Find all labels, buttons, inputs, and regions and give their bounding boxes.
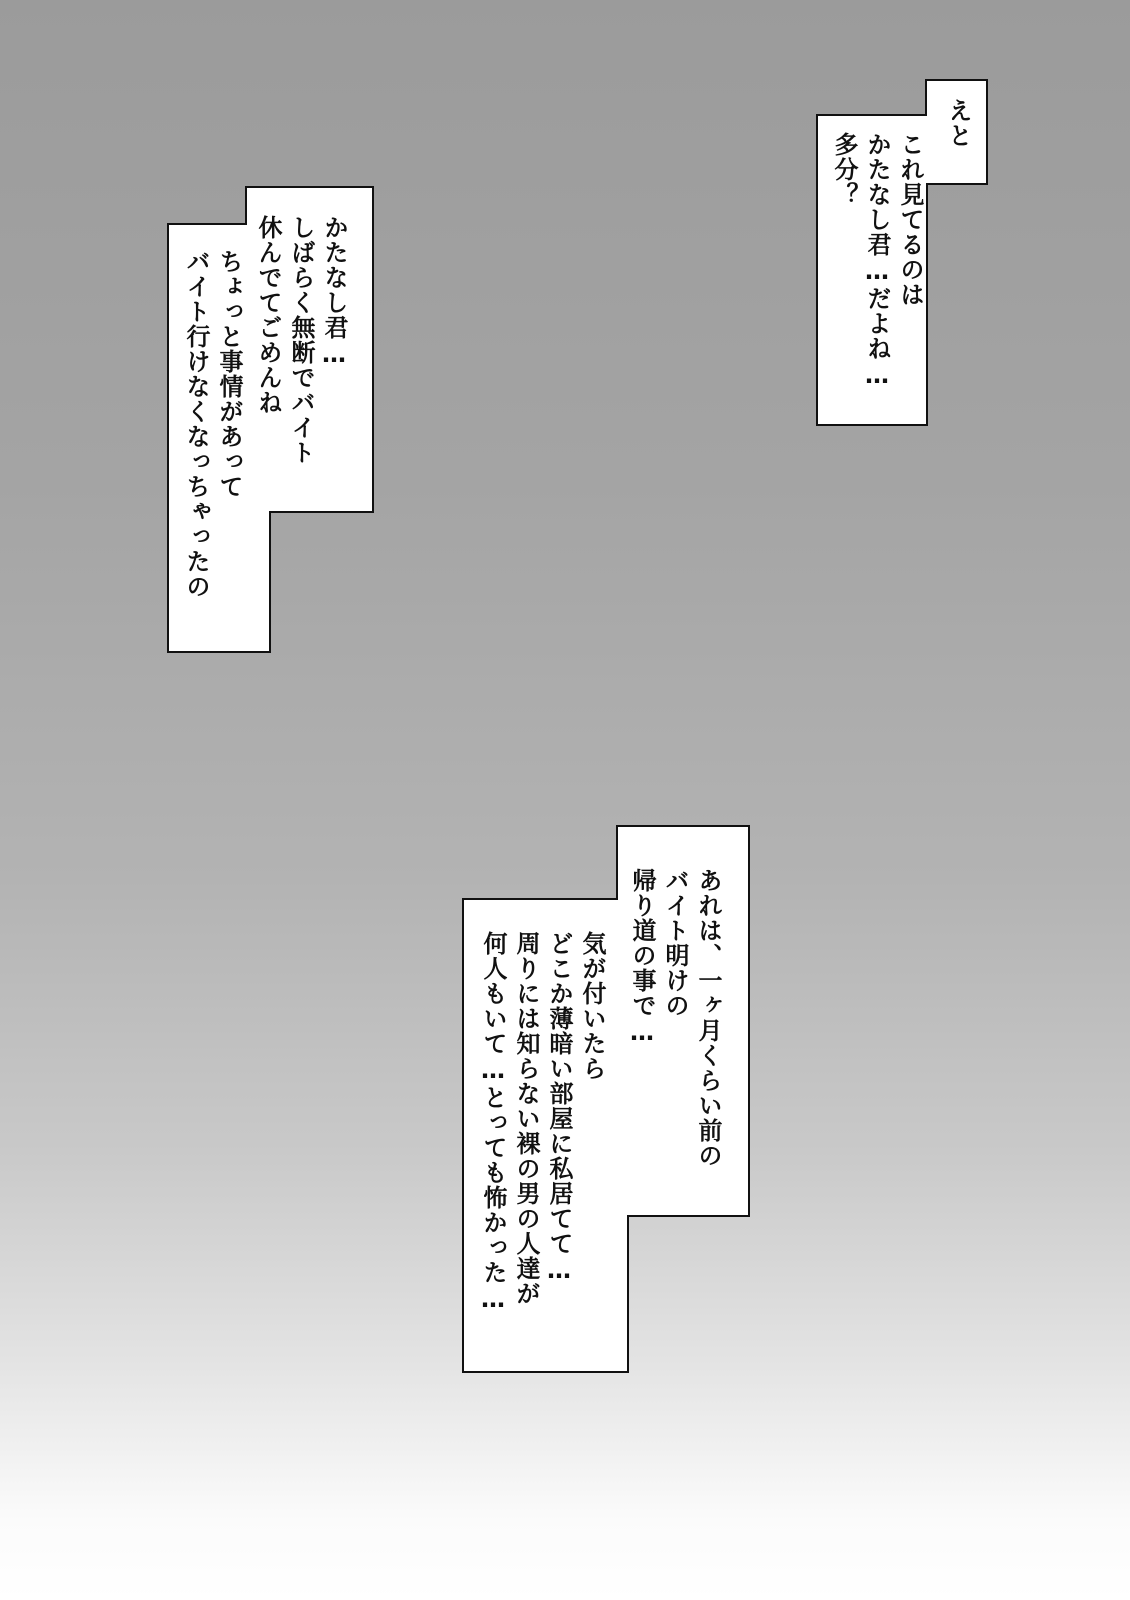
caption-line: どこか薄暗い部屋に私居てて… bbox=[545, 931, 573, 1285]
caption-line: これ見てるのは bbox=[896, 132, 924, 307]
caption-box-top-right bbox=[817, 80, 987, 425]
caption-line: バイト明けの bbox=[661, 868, 689, 1018]
caption-line: しばらく無断でバイト bbox=[287, 215, 315, 465]
caption-line: 気が付いたら bbox=[578, 931, 606, 1081]
caption-line: 休んでてごめんね bbox=[254, 215, 282, 415]
caption-line: 周りには知らない裸の男の人達が bbox=[512, 931, 540, 1306]
caption-line: 帰り道の事で… bbox=[628, 868, 656, 1047]
caption-line: あれは、一ヶ月くらい前の bbox=[694, 868, 722, 1168]
caption-line: バイト行けなくなっちゃったの bbox=[182, 249, 210, 599]
caption-line: 多分？ bbox=[830, 132, 858, 207]
caption-line: えと bbox=[944, 98, 972, 148]
caption-line: ちょっと事情があって bbox=[215, 249, 243, 499]
caption-line: かたなし君…だよね… bbox=[863, 132, 891, 390]
caption-box-top-left bbox=[168, 187, 373, 652]
caption-line: かたなし君… bbox=[320, 215, 348, 369]
caption-line: 何人もいて…とっても怖かった… bbox=[479, 931, 507, 1314]
caption-box-bottom bbox=[463, 826, 749, 1372]
